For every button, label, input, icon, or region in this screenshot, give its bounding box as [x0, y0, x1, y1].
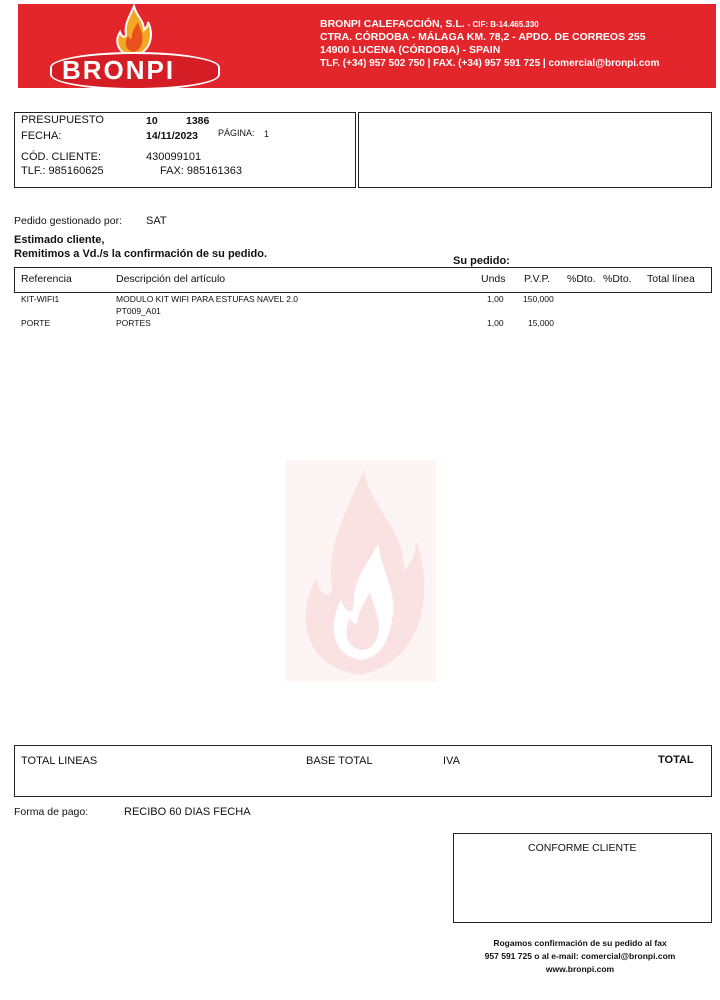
- pagina-label: PÁGINA:: [218, 128, 255, 138]
- col-header-desc: Descripción del artículo: [116, 273, 226, 285]
- table-row-1-unds: 1,00: [487, 294, 504, 304]
- cliente-label: CÓD. CLIENTE:: [21, 151, 102, 163]
- logo-text: BRONPI: [62, 55, 176, 85]
- table-row-2-ref: PORTE: [21, 318, 51, 328]
- su-pedido-label: Su pedido:: [453, 255, 510, 267]
- col-header-ref: Referencia: [21, 273, 72, 285]
- cliente-value: 430099101: [146, 151, 202, 163]
- client-address-box: [358, 112, 712, 188]
- company-address1: CTRA. CÓRDOBA - MÁLAGA KM. 78,2 - APDO. DE CORREOS 255: [320, 31, 646, 43]
- company-contact: TLF. (+34) 957 502 750 | FAX. (+34) 957 591 725 | comercial@bronpi.com: [320, 58, 660, 69]
- payment-label: Forma de pago:: [14, 806, 89, 818]
- tlf-value: TLF.: 985160625: [21, 165, 104, 177]
- col-header-total: Total línea: [647, 273, 695, 285]
- company-name: BRONPI CALEFACCIÓN, S.L.: [320, 18, 465, 30]
- payment-value: RECIBO 60 DIAS FECHA: [124, 806, 251, 818]
- col-header-unds: Unds: [481, 273, 506, 285]
- col-header-pvp: P.V.P.: [524, 273, 551, 285]
- iva-label: IVA: [443, 755, 460, 767]
- company-cif: - CIF: B-14.465.330: [467, 20, 539, 29]
- table-row-2-desc: PORTES: [116, 318, 151, 328]
- flame-logo-icon: [110, 4, 156, 58]
- table-row-1-desc: MODULO KIT WIFI PARA ESTUFAS NAVEL 2.0: [116, 294, 299, 304]
- intro-message: Remitimos a Vd./s la confirmación de su pedido.: [14, 248, 268, 260]
- company-address2: 14900 LUCENA (CÓRDOBA) - SPAIN: [320, 44, 501, 56]
- company-info: [320, 18, 659, 70]
- conforme-label: CONFORME CLIENTE: [528, 842, 637, 854]
- table-row-2-unds: 1,00: [487, 318, 504, 328]
- presupuesto-label: PRESUPUESTO: [21, 114, 104, 126]
- footer-line-1: Rogamos confirmación de su pedido al fax: [493, 938, 667, 948]
- base-total-label: BASE TOTAL: [306, 755, 373, 767]
- footer-line-3: www.bronpi.com: [545, 964, 615, 974]
- intro-greeting: Estimado cliente,: [14, 234, 105, 246]
- fax-value: FAX: 985161363: [160, 165, 242, 177]
- fecha-value: 14/11/2023: [146, 130, 198, 142]
- table-row-1-pvp: 150,000: [523, 294, 554, 304]
- col-header-dto1: %Dto.: [567, 273, 596, 285]
- presupuesto-number: 1386: [186, 115, 210, 127]
- footer-note: [460, 937, 700, 976]
- totals-box: [14, 745, 712, 797]
- flame-watermark-icon: [286, 460, 436, 682]
- total-lineas-label: TOTAL LINEAS: [21, 755, 98, 767]
- table-row-1-ref: KIT-WIFI1: [21, 294, 60, 304]
- table-row-2-pvp: 15,000: [528, 318, 554, 328]
- presupuesto-serie: 10: [146, 115, 158, 127]
- col-header-dto2: %Dto.: [603, 273, 632, 285]
- table-row-1-desc2: PT009_A01: [116, 306, 161, 316]
- footer-line-2: 957 591 725 o al e-mail: comercial@bronpi.com: [484, 951, 676, 961]
- pagina-value: 1: [264, 129, 270, 139]
- fecha-label: FECHA:: [21, 130, 62, 142]
- gestionado-label: Pedido gestionado por:: [14, 215, 122, 227]
- gestionado-value: SAT: [146, 215, 167, 227]
- total-label: TOTAL: [658, 754, 694, 766]
